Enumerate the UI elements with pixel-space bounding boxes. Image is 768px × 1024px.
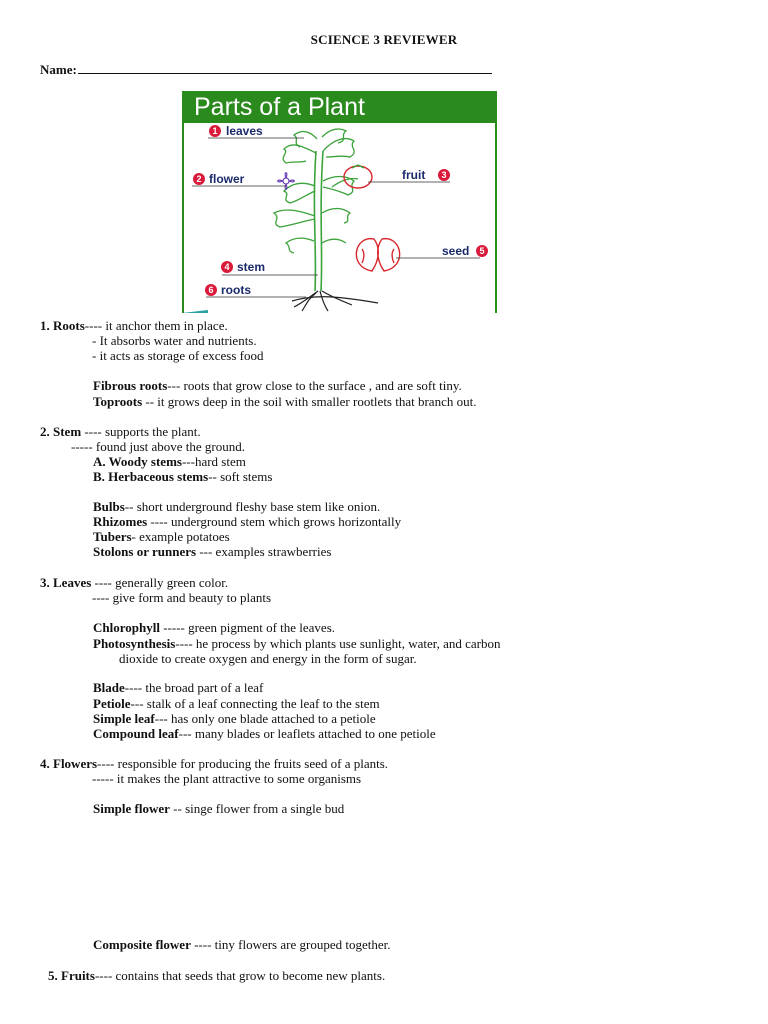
plant-illustration [182, 91, 497, 313]
svg-text:roots: roots [221, 283, 251, 297]
fibrous-roots-line: Fibrous roots--- roots that grow close to the surface , and are soft tiny. [93, 378, 462, 393]
svg-text:fruit: fruit [402, 168, 426, 182]
stolons-line: Stolons or runners --- examples strawberries [93, 544, 332, 559]
simple-flower-line: Simple flower -- singe flower from a single bud [93, 801, 345, 816]
stem-heading-line: 2. Stem ---- supports the plant. [40, 424, 201, 439]
stem-line-2: ----- found just above the ground. [71, 439, 246, 454]
svg-text:stem: stem [237, 260, 266, 274]
parts-of-a-plant-figure [182, 91, 497, 313]
photosynthesis-line-2: dioxide to create oxygen and energy in the form of sugar. [119, 651, 417, 666]
fruits-heading-line: 5. Fruits---- contains that seeds that grow to become new plants. [48, 968, 386, 983]
corner-mark [182, 310, 208, 313]
svg-text:leaves: leaves [226, 124, 263, 138]
photosynthesis-line: Photosynthesis---- he process by which plants use sunlight, water, and carbon [93, 636, 501, 651]
name-field [40, 62, 492, 78]
flower-icon [278, 173, 295, 190]
badge-6: 6 [208, 285, 214, 295]
leaves-heading-line: 3. Leaves ---- generally green color. [40, 575, 229, 590]
figure-title: Parts of a Plant [194, 93, 365, 121]
label-roots [205, 283, 251, 297]
toproots-line: Toproots -- it grows deep in the soil with smaller rootlets that branch out. [93, 394, 477, 409]
name-blank-line [78, 62, 492, 74]
label-leaves [209, 124, 263, 138]
chlorophyll-line: Chlorophyll ----- green pigment of the leaves. [93, 620, 336, 635]
blade-line: Blade---- the broad part of a leaf [93, 680, 264, 695]
svg-text:seed: seed [442, 244, 470, 258]
petiole-line: Petiole--- stalk of a leaf connecting the leaf to the stem [93, 696, 380, 711]
herbaceous-stems-line: B. Herbaceous stems-- soft stems [93, 469, 273, 484]
plant-stem [314, 151, 323, 291]
flowers-line-2: ----- it makes the plant attractive to some organisms [92, 771, 362, 786]
document-title: SCIENCE 3 REVIEWER [310, 32, 458, 47]
flowers-heading-line: 4. Flowers---- responsible for producing the fruits seed of a plants. [40, 756, 389, 771]
badge-4: 4 [224, 262, 230, 272]
name-label: Name: [40, 62, 77, 77]
label-fruit [402, 168, 450, 182]
badge-3: 3 [441, 170, 447, 180]
roots-line-2: - It absorbs water and nutrients. [92, 333, 257, 348]
woody-stems-line: A. Woody stems---hard stem [93, 454, 246, 469]
label-flower [193, 172, 245, 186]
leaves-line-2: ---- give form and beauty to plants [92, 590, 272, 605]
roots-heading-line: 1. Roots---- it anchor them in place. [40, 318, 228, 333]
plant-leaves [274, 129, 358, 253]
roots-line-3: - it acts as storage of excess food [92, 348, 264, 363]
composite-flower-line: Composite flower ---- tiny flowers are grouped together. [93, 937, 391, 952]
bulbs-line: Bulbs-- short underground fleshy base stem like onion. [93, 499, 381, 514]
tubers-line: Tubers- example potatoes [93, 529, 230, 544]
label-seed [442, 244, 488, 258]
seed-icon [356, 239, 399, 271]
badge-2: 2 [196, 174, 202, 184]
simple-leaf-line: Simple leaf--- has only one blade attached to a petiole [93, 711, 376, 726]
fruit-icon [344, 165, 372, 188]
label-stem [221, 260, 265, 274]
compound-leaf-line: Compound leaf--- many blades or leaflets attached to one petiole [93, 726, 436, 741]
plant-roots [292, 291, 378, 311]
rhizomes-line: Rhizomes ---- underground stem which grows horizontally [93, 514, 402, 529]
leader-lines [192, 138, 480, 297]
svg-text:flower: flower [209, 172, 245, 186]
badge-5: 5 [479, 246, 485, 256]
badge-1: 1 [212, 126, 218, 136]
